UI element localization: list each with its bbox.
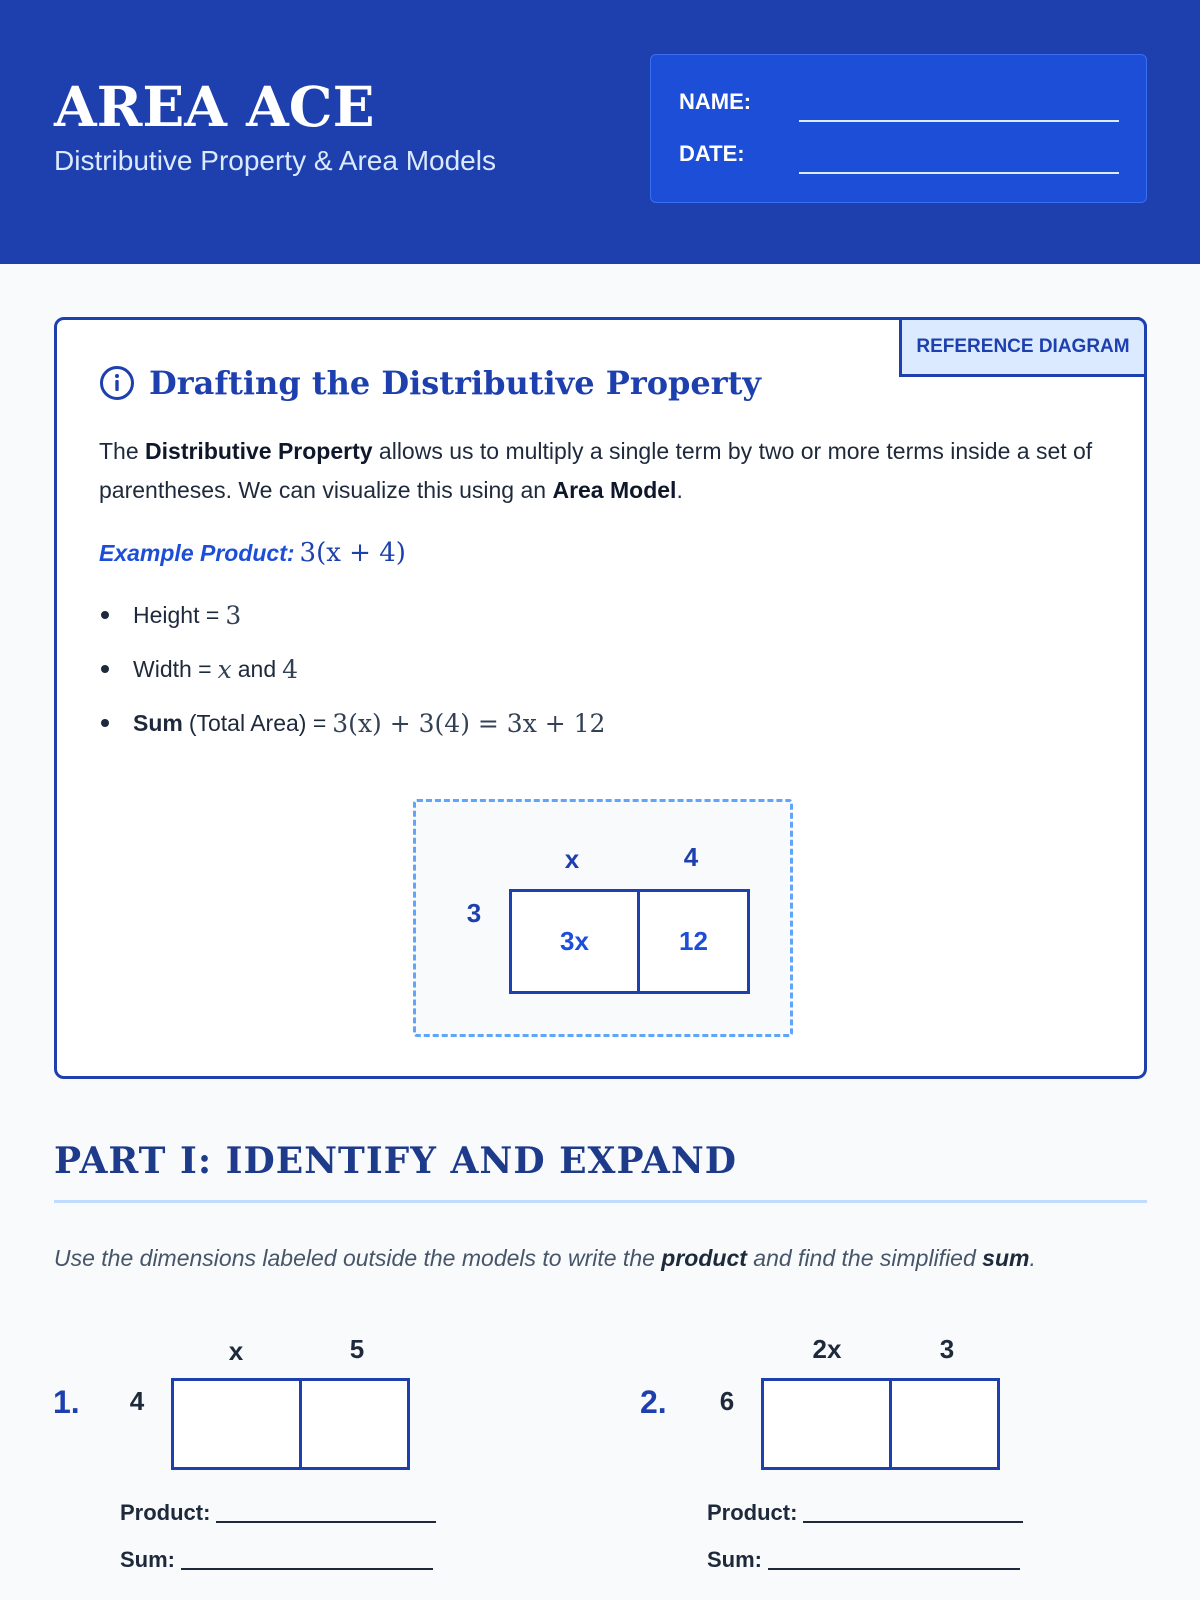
bullet-label: Height = <box>133 601 220 628</box>
problem-height-label: 6 <box>719 1386 735 1416</box>
sum-answer-line[interactable] <box>768 1568 1020 1570</box>
problem-number: 1. <box>53 1384 80 1420</box>
bullet-suffix: and <box>237 655 277 682</box>
problem-width-label: x <box>228 1336 244 1366</box>
desc-text: The <box>99 438 146 464</box>
bullet-height <box>99 588 611 642</box>
worksheet-subtitle: Distributive Property & Area Models <box>54 145 496 176</box>
name-label: NAME: <box>679 89 752 114</box>
sum-answer <box>120 1547 433 1573</box>
area-cell-answer[interactable] <box>302 1381 407 1467</box>
part-1-instructions <box>54 1245 1036 1272</box>
sum-answer-line[interactable] <box>181 1568 433 1570</box>
instr-text: . <box>1029 1245 1036 1271</box>
reference-title-row <box>99 364 761 402</box>
info-icon <box>99 365 135 401</box>
problem-width-label: 5 <box>349 1334 365 1364</box>
problem-width-label: 2x <box>812 1334 842 1364</box>
example-bullets <box>99 588 611 750</box>
model-height-label: 3 <box>466 898 482 928</box>
area-cell-answer[interactable] <box>174 1381 302 1467</box>
name-field[interactable] <box>799 120 1119 122</box>
bullet-dot <box>101 611 109 619</box>
bullet-sum <box>99 696 611 750</box>
area-cell: 3x <box>512 892 640 991</box>
bullet-math: 3(x) + 3(4) = 3x + 12 <box>332 708 606 738</box>
date-label: DATE: <box>679 141 745 166</box>
product-answer-line[interactable] <box>803 1521 1023 1523</box>
problem-height-label: 4 <box>129 1386 145 1416</box>
bullet-bold: Sum <box>133 709 183 736</box>
worksheet-title: AREA ACE <box>54 74 375 139</box>
reference-tag: REFERENCE DIAGRAM <box>899 317 1147 377</box>
desc-term-area-model: Area Model <box>552 477 677 503</box>
area-cell-answer[interactable] <box>892 1381 997 1467</box>
worksheet-header <box>0 0 1200 264</box>
bullet-math: x <box>217 654 232 684</box>
problem-area-model <box>761 1378 1000 1470</box>
reference-card <box>54 317 1147 1079</box>
model-width-label: 4 <box>683 842 699 872</box>
date-field[interactable] <box>799 172 1119 174</box>
part-divider <box>54 1200 1147 1203</box>
bullet-math: 3 <box>225 600 242 630</box>
example-product <box>99 538 406 568</box>
bullet-math: 4 <box>282 654 299 684</box>
sum-label: Sum: <box>120 1547 175 1572</box>
area-model-grid <box>509 889 750 994</box>
problem-number: 2. <box>640 1384 667 1420</box>
area-cell-answer[interactable] <box>764 1381 892 1467</box>
product-label: Product: <box>707 1500 798 1525</box>
product-answer <box>120 1500 436 1526</box>
product-answer-line[interactable] <box>216 1521 436 1523</box>
reference-area-model <box>413 799 793 1037</box>
problem-area-model <box>171 1378 410 1470</box>
name-date-box <box>650 54 1147 203</box>
problem-width-label: 3 <box>939 1334 955 1364</box>
desc-text: allows us to multiply a single term by two or more terms inside a set of parentheses. We can visualize this using an <box>99 438 1093 503</box>
example-expression: 3(x + 4) <box>299 538 406 568</box>
bullet-dot <box>101 665 109 673</box>
product-label: Product: <box>120 1500 211 1525</box>
sum-answer <box>707 1547 1020 1573</box>
reference-title: Drafting the Distributive Property <box>149 364 761 402</box>
bullet-label: (Total Area) = <box>188 709 327 736</box>
sum-label: Sum: <box>707 1547 762 1572</box>
area-cell: 12 <box>679 926 708 956</box>
bullet-width <box>99 642 611 696</box>
product-answer <box>707 1500 1023 1526</box>
instr-text: and find the simplified <box>746 1245 983 1271</box>
desc-term-distributive: Distributive Property <box>145 438 373 464</box>
model-width-label: x <box>564 844 580 874</box>
bullet-label: Width = <box>133 655 212 682</box>
reference-description <box>99 432 1109 510</box>
instr-term-sum: sum <box>982 1245 1030 1271</box>
example-label: Example Product: <box>99 540 295 566</box>
instr-text: Use the dimensions labeled outside the models to write the <box>54 1245 662 1271</box>
instr-term-product: product <box>661 1245 747 1271</box>
desc-text: . <box>676 477 683 503</box>
bullet-dot <box>101 719 109 727</box>
part-1-title: PART I: IDENTIFY AND EXPAND <box>54 1140 737 1182</box>
